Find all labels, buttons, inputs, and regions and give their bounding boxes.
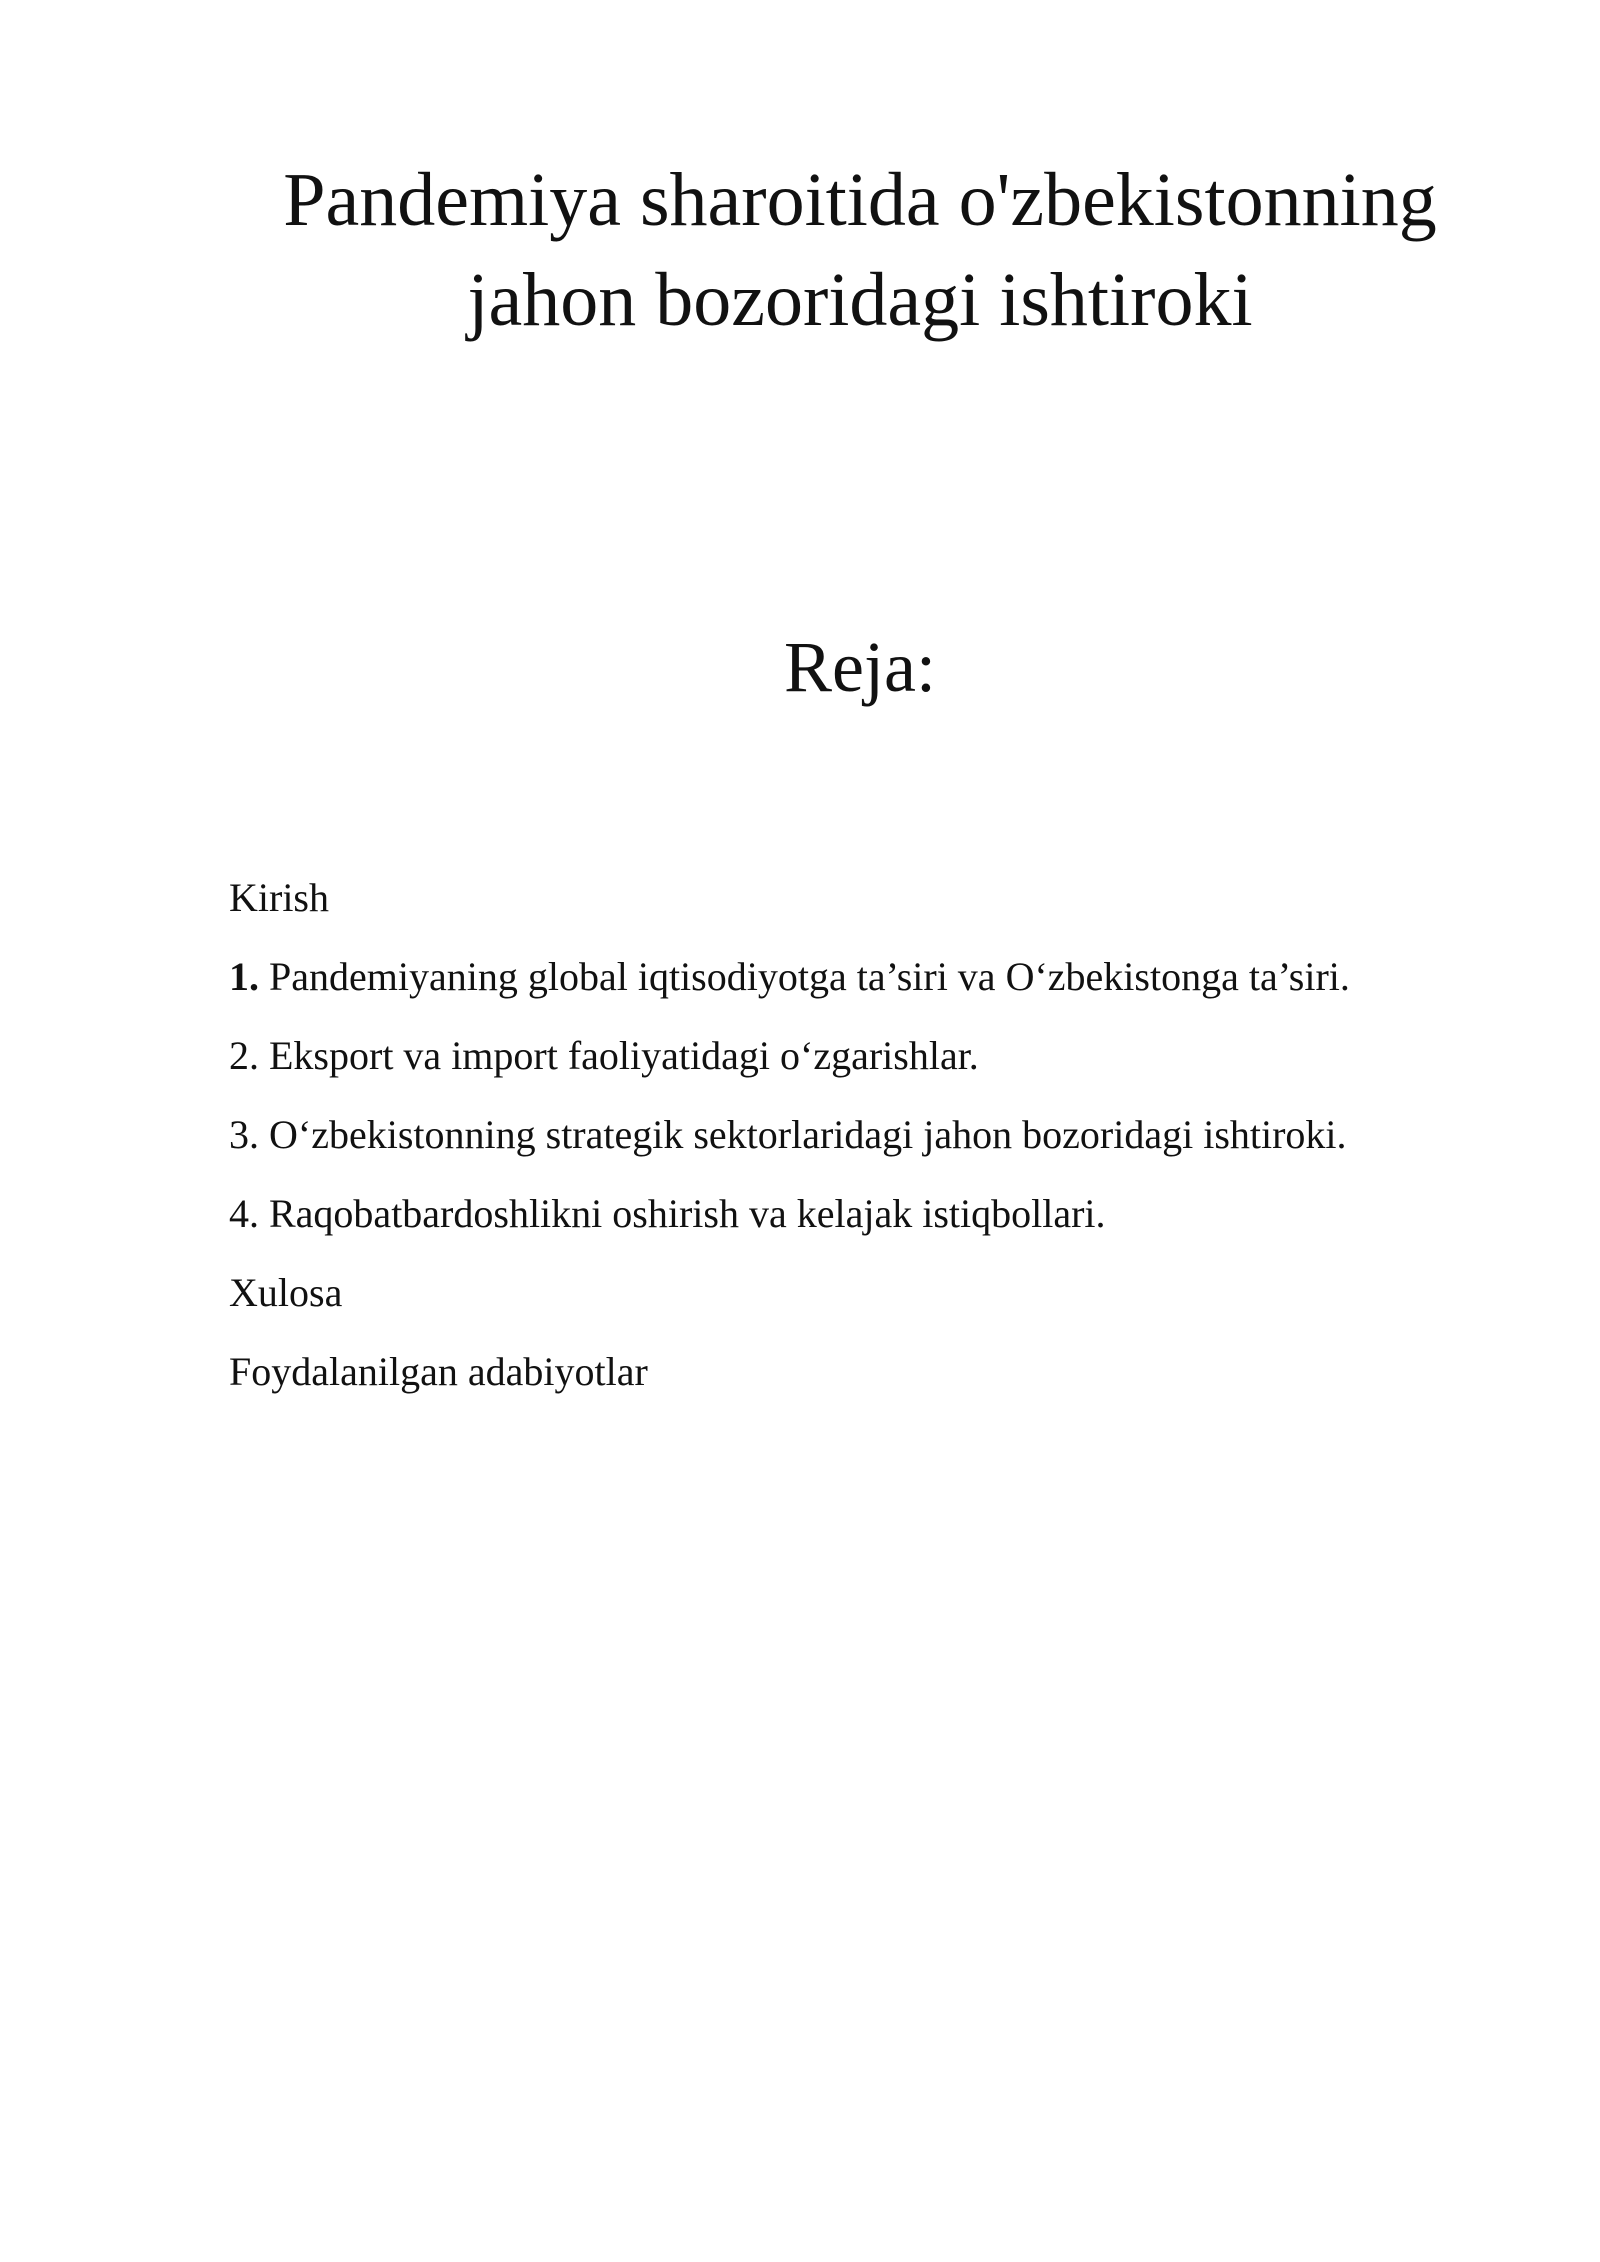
document-title-line-2: jahon bozoridagi ishtiroki	[467, 258, 1253, 342]
plan-item-number: 2.	[229, 1033, 259, 1078]
document-title-line-1: Pandemiya sharoitida o'zbekistonning	[283, 158, 1437, 242]
plan-item-text: Eksport va import faoliyatidagi o‘zgarishlar.	[259, 1033, 979, 1078]
plan-item-text: Raqobatbardoshlikni oshirish va kelajak istiqbollari.	[259, 1191, 1106, 1236]
plan-list	[229, 858, 1529, 1411]
plan-item-number: 3.	[229, 1112, 259, 1157]
plan-item-number: 4.	[229, 1191, 259, 1236]
plan-item-references: Foydalanilgan adabiyotlar	[229, 1349, 648, 1394]
document-title	[230, 150, 1490, 350]
plan-item-text: O‘zbekistonning strategik sektorlaridagi jahon bozoridagi ishtiroki.	[259, 1112, 1347, 1157]
plan-item-3	[229, 1095, 1529, 1174]
plan-item-intro: Kirish	[229, 875, 329, 920]
plan-item-4	[229, 1174, 1529, 1253]
plan-item-conclusion: Xulosa	[229, 1270, 343, 1315]
plan-item-2	[229, 1016, 1529, 1095]
plan-item-text: Pandemiyaning global iqtisodiyotga ta’siri va O‘zbekistonga ta’siri.	[259, 954, 1350, 999]
plan-item-1	[229, 937, 1529, 1016]
plan-item-number: 1.	[229, 954, 259, 999]
plan-heading: Reja:	[784, 627, 936, 707]
